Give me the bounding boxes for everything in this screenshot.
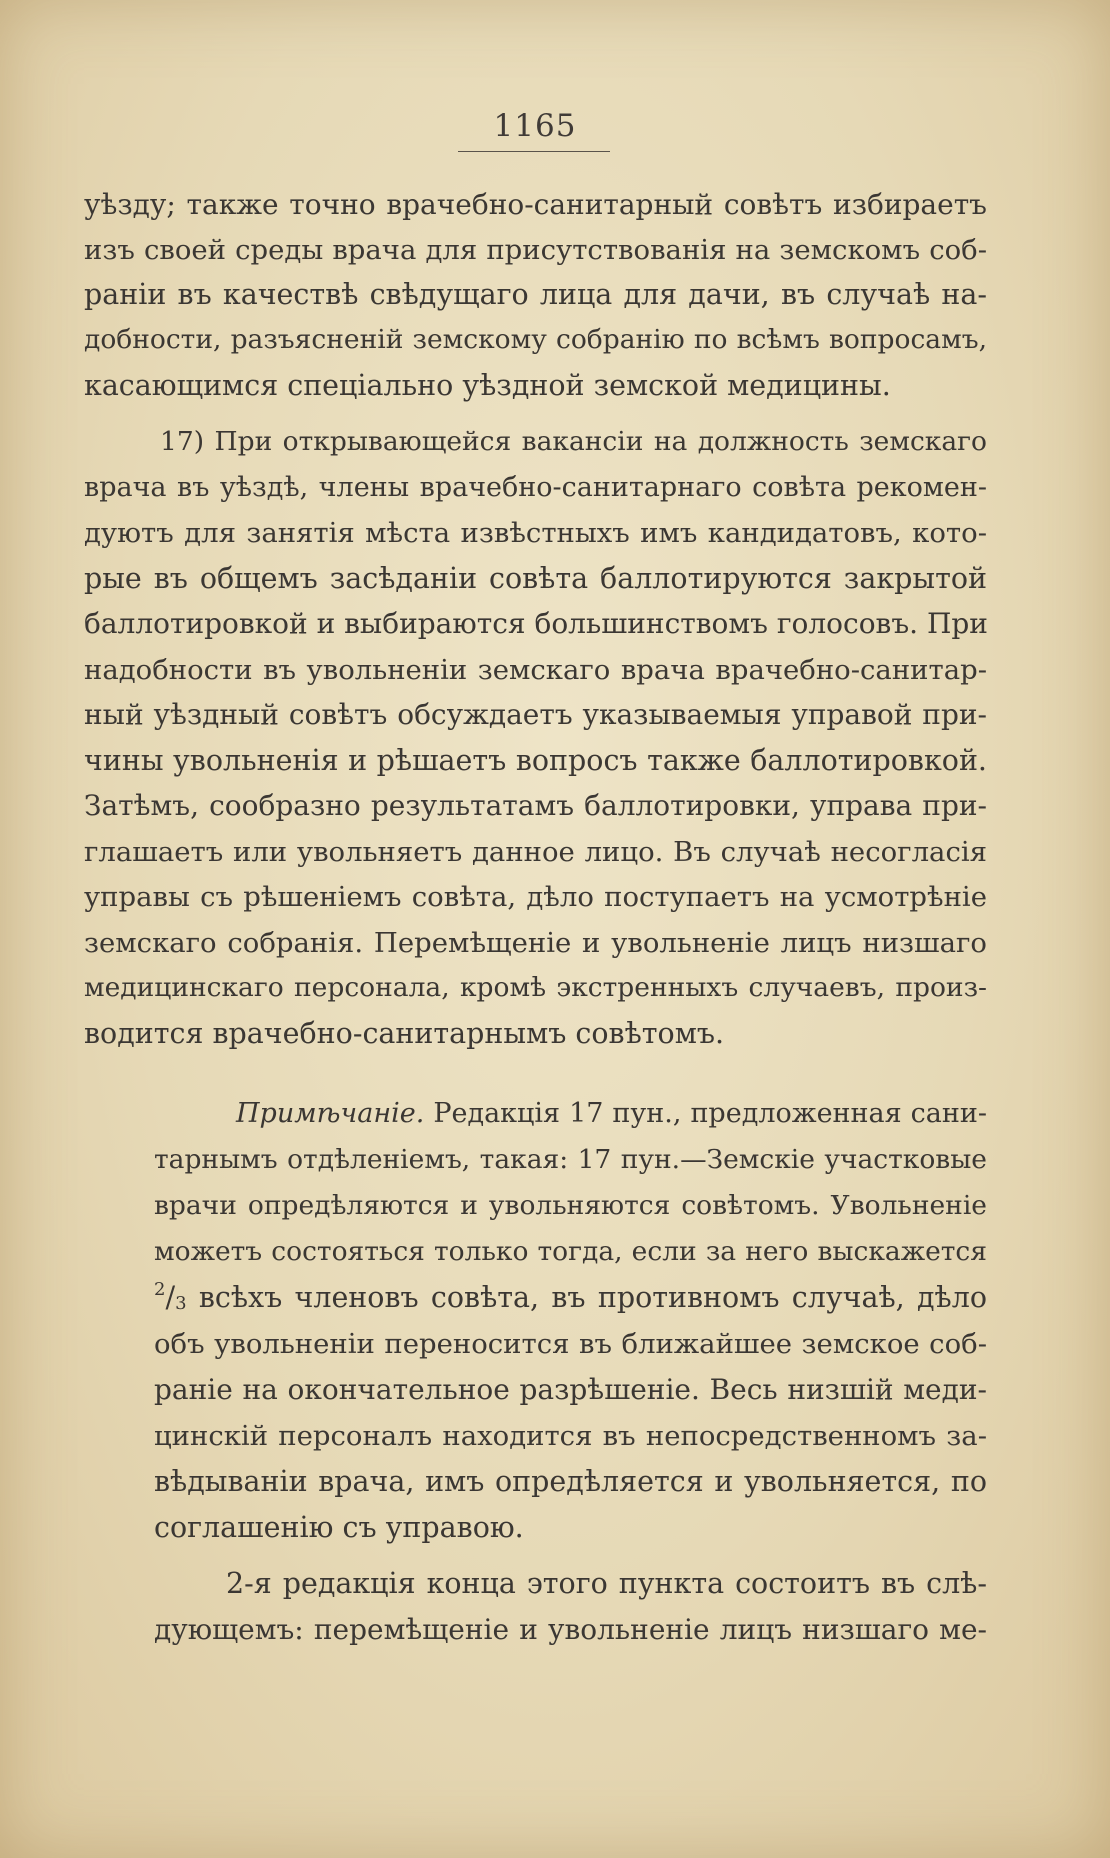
note-fraction-line bbox=[154, 1278, 987, 1318]
note-line: врачи опредѣляются и увольняются совѣтомъ. Увольненіе bbox=[154, 1190, 987, 1221]
text-line: добности, разъясненій земскому собранію по всѣмъ вопросамъ, bbox=[84, 324, 987, 355]
text-line: рые въ общемъ засѣданіи совѣта баллотируются закрытой bbox=[84, 562, 987, 595]
text-line: баллотировкой и выбираются большинствомъ голосовъ. При bbox=[84, 607, 988, 640]
note-label: Примѣчаніе. bbox=[236, 1098, 425, 1129]
text-line: раніи въ качествѣ свѣдущаго лица для дачи, въ случаѣ на- bbox=[84, 278, 987, 311]
text-line: земскаго собранія. Перемѣщеніе и увольненіе лицъ низшаго bbox=[84, 927, 987, 959]
text-line: дуютъ для занятія мѣста извѣстныхъ имъ кандидатовъ, кото- bbox=[84, 517, 987, 549]
note-line: цинскій персоналъ находится въ непосредственномъ за- bbox=[154, 1420, 987, 1452]
note-line: тарнымъ отдѣленіемъ, такая: 17 пун.—Земскіе участковые bbox=[154, 1144, 987, 1175]
note-first-line bbox=[236, 1094, 987, 1134]
page-number: 1165 bbox=[493, 108, 577, 144]
text-line: врача въ уѣздѣ, члены врачебно-санитарнаго совѣта рекомен- bbox=[84, 472, 987, 503]
text-line: 17) При открывающейся вакансіи на должность земскаго bbox=[160, 426, 987, 457]
text-line: изъ своей среды врача для присутствованія на земскомъ соб- bbox=[84, 234, 987, 266]
note-line: объ увольненіи переносится въ ближайшее земское соб- bbox=[154, 1328, 987, 1360]
note-first-line-text: Редакція 17 пун., предложенная сани- bbox=[433, 1098, 987, 1129]
text-line: медицинскаго персонала, кромѣ экстренныхъ случаевъ, произ- bbox=[84, 972, 987, 1003]
fraction: $^2$/3 bbox=[154, 1279, 187, 1314]
text-line: уѣзду; также точно врачебно-санитарный совѣтъ избираетъ bbox=[84, 188, 987, 221]
note-line-text: всѣхъ членовъ совѣта, въ противномъ случаѣ, дѣло bbox=[198, 1281, 987, 1314]
note-line: дующемъ: перемѣщеніе и увольненіе лицъ низшаго ме- bbox=[154, 1613, 987, 1646]
text-line: управы съ рѣшеніемъ совѣта, дѣло поступаетъ на усмотрѣніе bbox=[84, 881, 987, 913]
header-rule bbox=[458, 151, 610, 152]
text-line: глашаетъ или увольняетъ данное лицо. Въ случаѣ несогласія bbox=[84, 836, 987, 868]
text-line: чины увольненія и рѣшаетъ вопросъ также баллотировкой. bbox=[84, 744, 987, 777]
note-line: 2-я редакція конца этого пункта состоитъ въ слѣ- bbox=[226, 1567, 987, 1600]
note-line: можетъ состояться только тогда, если за него выскажется bbox=[154, 1236, 987, 1267]
note-line: раніе на окончательное разрѣшеніе. Весь низшій меди- bbox=[154, 1373, 987, 1406]
note-line: вѣдываніи врача, имъ опредѣляется и увольняется, по bbox=[154, 1465, 987, 1498]
text-line: Затѣмъ, сообразно результатамъ баллотировки, управа при- bbox=[84, 789, 987, 822]
text-line: водится врачебно-санитарнымъ совѣтомъ. bbox=[84, 1017, 725, 1050]
text-line: ный уѣздный совѣтъ обсуждаетъ указываемыя управой при- bbox=[84, 698, 987, 731]
note-line: соглашенію съ управою. bbox=[154, 1511, 524, 1544]
text-line: касающимся спеціально уѣздной земской медицины. bbox=[84, 369, 891, 402]
text-line: надобности въ увольненіи земскаго врача врачебно-санитар- bbox=[84, 654, 987, 686]
